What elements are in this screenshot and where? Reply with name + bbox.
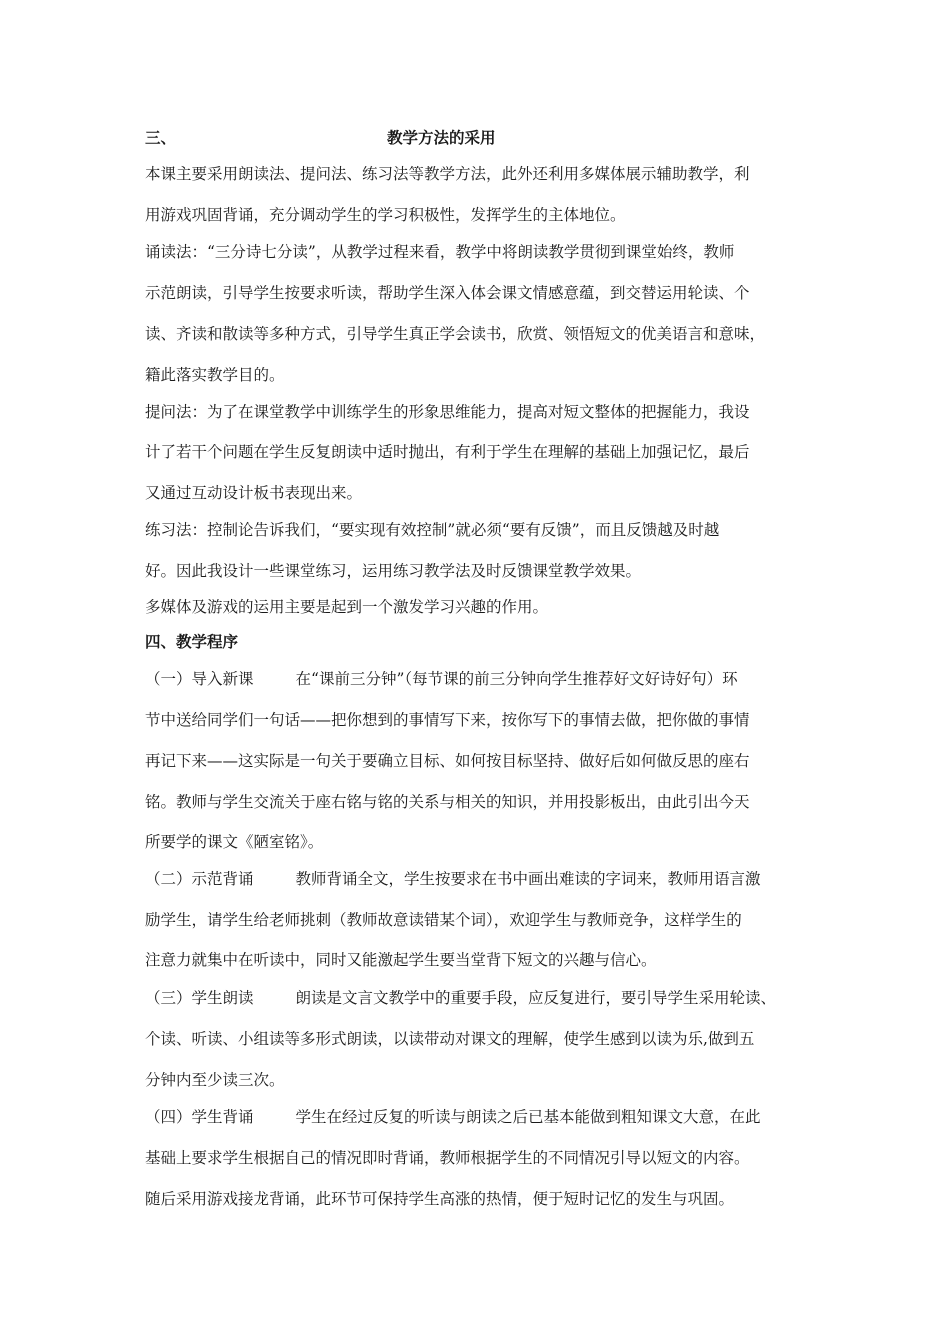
recite-line-1: 诵读法：“三分诗七分读”，从教学过程来看，教学中将朗读教学贯彻到课堂始终，教师 [145,243,735,261]
practice-line-2: 好。因此我设计一些课堂练习，运用练习教学法及时反馈课堂教学效果。 [145,562,642,580]
step-3-first-line [145,988,776,1008]
step-3-text: 朗读是文言文教学中的重要手段，应反复进行，要引导学生采用轮读、 [295,989,777,1007]
step-2-line-3: 注意力就集中在听读中，同时又能激起学生要当堂背下短文的兴趣与信心。 [145,951,657,969]
step-4-line-3: 随后采用游戏接龙背诵，此环节可保持学生高涨的热情，便于短时记忆的发生与巩固。 [145,1190,735,1208]
multimedia-line: 多媒体及游戏的运用主要是起到一个激发学习兴趣的作用。 [145,598,549,616]
step-1-text: 在“课前三分钟”（每节课的前三分钟向学生推荐好文好诗好句）环 [295,670,738,688]
question-line-3: 又通过互动设计板书表现出来。 [145,484,363,502]
step-4-text: 学生在经过反复的听读与朗读之后已基本能做到粗知课文大意，在此 [295,1108,761,1126]
question-line-1: 提问法：为了在课堂教学中训练学生的形象思维能力，提高对短文整体的把握能力，我设 [145,403,750,421]
step-2-text: 教师背诵全文，学生按要求在书中画出难读的字词来，教师用语言激 [295,870,761,888]
section-4-title: 四、教学程序 [145,632,239,651]
step-1-label: （一）导入新课 [145,670,254,688]
step-4-first-line [145,1107,761,1127]
step-2-line-2: 励学生，请学生给老师挑刺（教师故意读错某个词），欢迎学生与教师竞争，这样学生的 [145,911,742,929]
step-1-line-5: 所要学的课文《陋室铭》。 [145,833,324,851]
intro-line-2: 用游戏巩固背诵，充分调动学生的学习积极性，发挥学生的主体地位。 [145,206,626,224]
step-1-line-3: 再记下来——这实际是一句关于要确立目标、如何按目标坚持、做好后如何做反思的座右 [145,752,750,770]
section-3-number: 三、 [145,128,177,147]
step-4-line-2: 基础上要求学生根据自己的情况即时背诵，教师根据学生的不同情况引导以短文的内容。 [145,1149,750,1167]
step-2-first-line [145,869,761,889]
step-1-line-2: 节中送给同学们一句话——把你想到的事情写下来，按你写下的事情去做，把你做的事情 [145,711,750,729]
recite-line-2: 示范朗读，引导学生按要求听读，帮助学生深入体会课文情感意蕴，到交替运用轮读、个 [145,284,750,302]
step-4-label: （四）学生背诵 [145,1108,254,1126]
intro-line-1: 本课主要采用朗读法、提问法、练习法等教学方法，此外还利用多媒体展示辅助教学，利 [145,165,750,183]
step-3-line-2: 个读、听读、小组读等多形式朗读，以读带动对课文的理解，使学生感到以读为乐,做到五 [145,1030,755,1048]
step-3-label: （三）学生朗读 [145,989,254,1007]
step-1-line-4: 铭。教师与学生交流关于座右铭与铭的关系与相关的知识，并用投影板出，由此引出今天 [145,793,750,811]
section-3-title: 教学方法的采用 [387,128,496,147]
practice-line-1: 练习法：控制论告诉我们，“要实现有效控制”就必须“要有反馈”，而且反馈越及时越 [145,521,720,539]
question-line-2: 计了若干个问题在学生反复朗读中适时抛出，有利于学生在理解的基础上加强记忆，最后 [145,443,750,461]
step-3-line-3: 分钟内至少读三次。 [145,1071,285,1089]
recite-line-3: 读、齐读和散读等多种方式，引导学生真正学会读书，欣赏、领悟短文的优美语言和意味， [145,325,766,343]
recite-line-4: 籍此落实教学目的。 [145,366,285,384]
step-2-label: （二）示范背诵 [145,870,254,888]
step-1-first-line [145,669,738,689]
